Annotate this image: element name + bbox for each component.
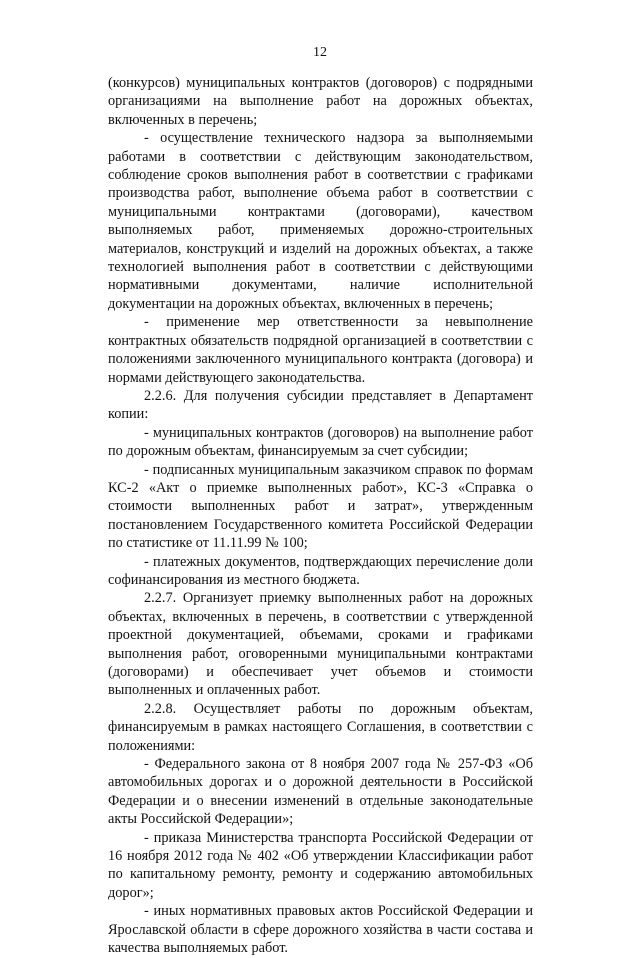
paragraph-technical-supervision: - осуществление технического надзора за выполняемыми работами в соответствии с действующим законодательством, соблюдение сроков выполнения работ в соответствии с графиками производства работ, выполнение объема работ в соответствии с муниципальными контрактами (договорами), качеством выполняемых работ, применяемых дорожно-строительных материалов, конструкций и изделий на дорожных объектах, а также технологией выполнения работ в соответствии с действующими нормативными документами, наличие исполнительной документации на дорожных объектах, включенных в перечень; [108,130,533,312]
paragraph-liability-measures: - применение мер ответственности за невыполнение контрактных обязательств подрядной организацией в соответствии с положениями заключенного муниципального контракта (договора) и нормами действующего законодательства. [108,314,533,386]
paragraph-contracts-continuation: (конкурсов) муниципальных контрактов (договоров) с подрядными организациями на выполнение работ на дорожных объектах, включенных в перечень; [108,75,533,128]
paragraph-other-regulations: - иных нормативных правовых актов Российской Федерации и Ярославской области в сфере дорожного хозяйства в части состава и качества выполняемых работ. [108,903,533,957]
paragraph-2-2-8: 2.2.8. Осуществляет работы по дорожным объектам, финансируемым в рамках настоящего Соглашения, в соответствии с положениями: [108,700,533,754]
paragraph-2-2-7: 2.2.7. Организует приемку выполненных работ на дорожных объектах, включенных в перечень, в соответствии с утвержденной проектной документацией, объемами, сроками и графиками выполнения работ, оговоренными муниципальными контрактами (договорами) и обеспечивает учет объемов и стоимости выполненных и оплаченных работ. [108,590,533,699]
document-body [108,74,533,958]
page-number: 12 [313,45,327,60]
paragraph-ks-forms: - подписанных муниципальным заказчиком справок по формам КС-2 «Акт о приемке выполненных работ», КС-3 «Справка о стоимости выполненных работ и затрат», утвержденным постановлением Государственного комитета Российской Федерации по статистике от 11.11.99 № 100; [108,461,533,552]
paragraph-transport-ministry-order: - приказа Министерства транспорта Российской Федерации от 16 ноября 2012 года № 402 «Об утверждении Классификации работ по капитальному ремонту, ремонту и содержанию автомобильных дорог»; [108,829,533,901]
paragraph-2-2-6: 2.2.6. Для получения субсидии представляет в Департамент копии: [108,387,533,423]
paragraph-municipal-contracts: - муниципальных контрактов (договоров) на выполнение работ по дорожным объектам, финансируемым за счет субсидии; [108,424,533,460]
paragraph-payment-documents: - платежных документов, подтверждающих перечисление доли софинансирования из местного бюджета. [108,553,533,588]
paragraph-federal-law: - Федерального закона от 8 ноября 2007 года № 257-ФЗ «Об автомобильных дорогах и о дорожной деятельности в Российской Федерации и о внесении изменений в отдельные законодательные акты Российской Федерации»; [108,756,533,828]
